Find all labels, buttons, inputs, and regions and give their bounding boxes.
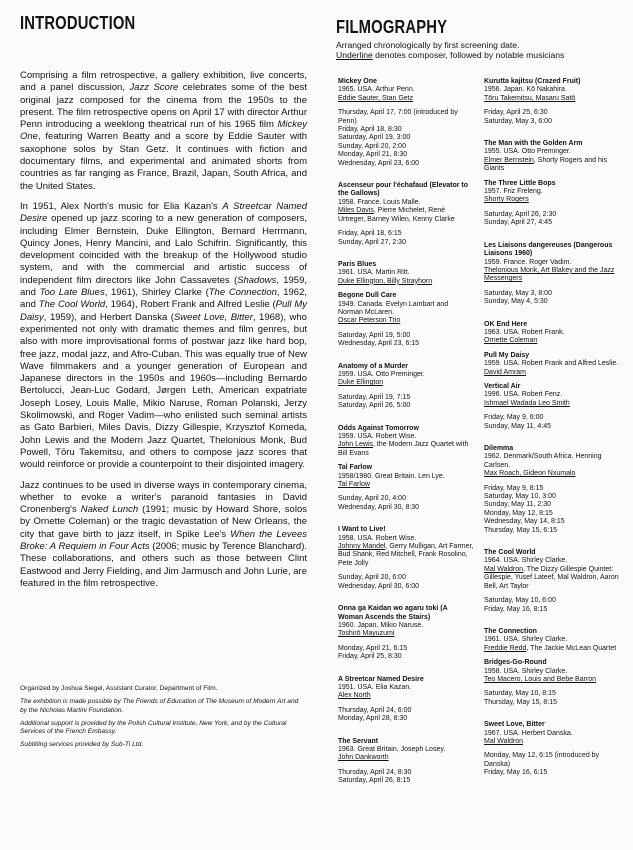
film-title: Anatomy of a Murder — [338, 362, 409, 370]
italic-title: The Connection — [208, 287, 277, 299]
screening-date: Sunday, May 11, 2:30 — [484, 501, 552, 509]
film-entry — [338, 363, 474, 411]
composer-name: Ishmael Wadada Leo Smith — [484, 399, 570, 407]
screening-dates — [338, 394, 474, 411]
screening-date: Monday, April 21, 6:15 — [338, 644, 408, 652]
film-info: 1965. USA. Arthur Penn. — [338, 86, 415, 94]
composer-name: Freddie Redd — [484, 644, 527, 652]
film-entry — [338, 78, 474, 168]
film-info: 1961. USA. Martin Ritt. — [338, 269, 410, 277]
musicians: , The Dizzy Gillespie Quintet: Gillespie, Yusef Lateef, Mal Waldron, Aaron Bell, Art Taylor — [484, 565, 619, 590]
screening-date: Friday, April 25, 6:30 — [484, 109, 548, 117]
film-entry — [484, 242, 620, 307]
screening-date: Friday, May 9, 6:00 — [484, 414, 544, 422]
text-run: , 1961), Shirley Clarke ( — [104, 287, 209, 299]
screening-dates — [484, 109, 620, 126]
film-info: 1957. Friz Freleng. — [484, 188, 543, 196]
composer-name: David Amram — [484, 368, 527, 376]
composer-name: Mal Waldron — [484, 565, 524, 573]
screening-date: Saturday, May 10, 6:00 — [484, 597, 556, 605]
film-info: 1958. USA. Shirley Clarke. — [484, 667, 568, 675]
screening-date: Saturday, April 26, 5:00 — [338, 402, 411, 410]
film-title: Sweet Love, Bitter — [484, 721, 545, 729]
screening-date: Sunday, April 20, 2:00 — [338, 142, 406, 150]
text-run: celebrates some of the best original jazz composed for the cinema from the 1950s to the present. The film retrospective opens on April 17 with director Arthur Penn introducing a weeklong theatrical run of his 1965 film — [20, 82, 308, 131]
film-title: Bridges-Go-Round — [484, 659, 547, 667]
screening-dates — [484, 752, 620, 777]
text-run: (2006; music by Terence Blanchard). These collaborations, and others such as those between Clint Eastwood and Jerry Fielding, and Jim Jarmusch and John Lurie, are featured in the film retrospective. — [20, 540, 308, 589]
film-title: The Servant — [338, 737, 379, 745]
composer-name: Eddie Sauter, Stan Getz — [338, 94, 414, 102]
film-title: Ascenseur pour l'échafaud (Elevator to the Gallows) — [338, 182, 469, 198]
composer-name: Elmer Bernstein — [484, 156, 534, 164]
film-composer — [338, 317, 474, 325]
screening-date: Sunday, April 20, 6:00 — [338, 574, 406, 582]
film-composer — [484, 267, 620, 284]
italic-title: When the Levees Broke: A Requiem in Four Acts — [20, 528, 307, 552]
screening-dates — [338, 574, 474, 591]
film-entry — [484, 383, 620, 431]
text-run: Comprising a film retrospective, a gallery exhibition, live concerts, and a panel discussion, — [20, 70, 307, 94]
film-entry — [338, 261, 474, 286]
composer-name: John Lewis — [338, 441, 374, 449]
screening-date: Saturday, April 26, 2:30 — [484, 210, 557, 218]
film-info: 1996. USA. Robert Fenz. — [484, 391, 563, 399]
film-composer — [338, 630, 474, 638]
film-entry — [338, 526, 474, 591]
film-title: Kurutta kajitsu (Crazed Fruit) — [484, 78, 581, 85]
film-composer — [338, 754, 474, 762]
composer-name: Duke Ellington, Billy Strayhorn — [338, 277, 433, 285]
screening-date: Friday, May 16, 6:15 — [484, 769, 548, 777]
credits-organized: Organized by Joshua Siegel, Assistant Curator, Department of Film. — [20, 685, 218, 692]
film-title: Paris Blues — [338, 260, 377, 268]
screening-date: Wednesday, April 30, 8:30 — [338, 503, 420, 511]
screening-dates — [484, 290, 620, 307]
film-info: 1959. USA. Robert Frank and Alfred Leslie. — [484, 360, 619, 368]
film-title: I Want to Live! — [338, 526, 386, 534]
film-title: The Three Little Bops — [484, 179, 556, 187]
composer-name: Ornette Coleman — [484, 337, 538, 345]
film-entry — [484, 78, 620, 126]
film-info: 1963. Great Britain. Joseph Losey. — [338, 745, 446, 753]
italic-title: Pull My Daisy — [20, 299, 307, 323]
text-run: opened up jazz scoring to a new generation of composers, including Elmer Bernstein, Duke Ellington, Bernard Herrmann, Quincy Jones, Henry Mancini, and Lalo Schifrin. Significantly, this development coincided with the breakup of the Hollywood studio system, and with the commercial and artistic success of independent film directors like John Cassavetes ( — [20, 213, 307, 286]
film-title: Mickey One — [338, 78, 377, 85]
musicians: , The Jackie McLean Quartet — [526, 644, 617, 652]
film-entry — [484, 659, 620, 707]
screening-dates — [338, 332, 474, 349]
screening-date: Monday, April 21, 8:30 — [338, 151, 408, 159]
screening-date: Saturday, April 19, 5:00 — [338, 331, 411, 339]
text-run: , 1959, and — [20, 274, 307, 299]
film-composer — [484, 369, 620, 377]
film-composer — [484, 566, 620, 591]
film-entry — [338, 425, 474, 459]
composer-name: Tōru Takemitsu, Masaru Satō — [484, 94, 576, 102]
composer-name: Teo Macero, Louis and Bebe Barron — [484, 675, 597, 683]
screening-date: Sunday, May 11, 4:45 — [484, 422, 552, 430]
film-composer — [338, 441, 474, 458]
film-composer — [484, 400, 620, 408]
intro-paragraph-3 — [20, 480, 307, 591]
film-composer — [338, 278, 474, 286]
filmography-column-2 — [484, 78, 620, 792]
text-run: In 1951, Alex North's music for Elia Kazan's — [20, 200, 223, 212]
film-info: 1962. Denmark/South Africa. Henning Carlsen. — [484, 453, 602, 469]
film-info: 1956. Japan. Kō Nakahira. — [484, 86, 567, 94]
composer-name: Toshirō Mayuzumi — [338, 630, 395, 638]
text-run: , 1968), who experimented not only with dramatic themes and film genres, but also with more improvisational forms of postwar jazz like hard bop, free jazz, modal jazz, and Afro-Cuban. This was equally true of New Wave filmmakers and a younger generation of European and Japanese directors in the 1950s and 1960s—including Bernardo Bertolucci, Jean-Luc Godard, Jørgen Leth, American expatriate Joseph Losey, Louis Malle, Mikio Naruse, Roman Polanski, Jerzy Skolimowski, and Roger Vadim—who enlisted such seminal artists as Gato Barbieri, Miles Davis, Dizzy Gillespie, Krzysztof Komeda, John Lewis and the Modern Jazz Quartet, Thelonious Monk, Bud Powell, Tōru Takemitsu, and others to compose jazz scores that would reinforce or provide a counterpoint to their disjointed imagery. — [20, 311, 307, 471]
screening-date: Wednesday, May 14, 8:15 — [484, 518, 565, 526]
screening-date: Monday, April 28, 8:30 — [338, 715, 408, 723]
credits — [20, 685, 305, 755]
film-entry — [338, 182, 474, 247]
text-run: (1991; music by Howard Shore, solos by Ornette Coleman) or the tragic devastation of New Orleans, the city that gave birth to jazz itself, in Spike Lee's — [20, 504, 307, 540]
film-composer — [338, 95, 474, 103]
screening-date: Friday, May 16, 8:15 — [484, 605, 548, 613]
italic-title: Sweet Love, Bitter — [173, 311, 253, 323]
introduction-body — [20, 70, 307, 598]
italic-title: Mickey One — [20, 119, 307, 143]
screening-date: Sunday, April 20, 4:00 — [338, 495, 406, 503]
screening-dates — [338, 769, 474, 786]
composer-name: John Dankworth — [338, 754, 389, 762]
screening-date: Thursday, May 15, 8:15 — [484, 698, 558, 706]
screening-date: Thursday, April 17, 7:00 (introduced by Penn) — [338, 109, 458, 125]
italic-title: Jazz Score — [129, 82, 179, 94]
screening-dates — [484, 211, 620, 228]
screening-date: Thursday, April 24, 8:30 — [338, 768, 412, 776]
screening-date: Wednesday, April 30, 6:00 — [338, 582, 420, 590]
film-composer — [338, 481, 474, 489]
film-composer — [484, 337, 620, 345]
screening-date: Sunday, May 4, 5:30 — [484, 298, 548, 306]
film-info: 1958/1980. Great Britain. Len Lye. — [338, 472, 445, 480]
screening-date: Monday, May 12, 6:15 (introduced by Danska) — [484, 752, 600, 768]
composer-name: Max Roach, Gideon Nxumalo — [484, 470, 576, 478]
screening-date: Saturday, April 26, 8:15 — [338, 777, 411, 785]
screening-dates — [338, 109, 474, 168]
film-title: The Cool World — [484, 549, 536, 557]
film-entry — [338, 738, 474, 786]
film-info: 1959. USA. Robert Wise. — [338, 433, 417, 440]
film-title: Vertical Air — [484, 382, 521, 390]
screening-date: Monday, May 12, 8:15 — [484, 509, 553, 517]
italic-title: Too Late Blues — [39, 287, 105, 299]
film-info: 1958. USA. Robert Wise. — [338, 534, 417, 542]
film-entry — [338, 464, 474, 512]
film-composer — [484, 645, 620, 653]
composer-name: Miles Davis — [338, 207, 374, 215]
film-info: 1960. Japan. Mikio Naruse. — [338, 621, 424, 629]
filmography-note-line-2 — [336, 50, 621, 60]
film-info: 1958. France. Louis Malle. — [338, 198, 421, 206]
film-composer — [484, 676, 620, 684]
screening-date: Wednesday, April 23, 6:00 — [338, 159, 420, 167]
italic-title: The Cool World — [38, 299, 106, 311]
film-info: 1959. France. Roger Vadim. — [484, 258, 572, 266]
composer-name: Tal Farlow — [338, 481, 370, 489]
screening-date: Saturday, May 3, 8:00 — [484, 289, 552, 297]
film-composer — [484, 470, 620, 478]
film-title: Les Liaisons dangereuses (Dangerous Liaisons 1960) — [484, 241, 613, 258]
filmography-note — [336, 40, 621, 61]
film-entry — [484, 445, 620, 535]
filmography-heading: FILMOGRAPHY — [336, 16, 448, 37]
screening-dates — [338, 707, 474, 724]
film-entry — [338, 292, 474, 348]
composer-name: Shorty Rogers — [484, 196, 529, 204]
musicians: , Pierre Michelet, René Urtreger, Barney Wilen, Kenny Clarke — [338, 207, 455, 223]
musicians: , Gerry Mulligan, Art Farmer, Bud Shank, Red Mitchell, Frank Rosolino, Pete Jolly — [338, 543, 474, 567]
introduction-heading: INTRODUCTION — [20, 12, 136, 33]
film-info: 1964. USA. Shirley Clarke. — [484, 557, 568, 565]
filmography-column-1 — [338, 78, 474, 800]
film-title: The Connection — [484, 627, 537, 635]
screening-date: Friday, May 9, 8:15 — [484, 484, 544, 492]
intro-paragraph-2 — [20, 201, 307, 472]
film-composer — [484, 95, 620, 103]
musicians: , Shorty Rogers and his Giants — [484, 156, 607, 173]
film-entry — [338, 605, 474, 661]
screening-dates — [338, 495, 474, 512]
film-info: 1955. USA. Otto Preminger. — [484, 148, 571, 156]
film-title: Dilemma — [484, 445, 514, 452]
credits-support-2: Additional support is provided by the Polish Cultural Institute, New York, and by the Cultural Services of the French Embassy. — [20, 719, 287, 736]
screening-date: Friday, April 25, 8:30 — [338, 653, 402, 661]
film-entry — [338, 676, 474, 724]
film-info: 1963. USA. Robert Frank. — [484, 328, 565, 336]
composer-name: Johnny Mandel — [338, 543, 386, 551]
screening-date: Friday, April 18, 6:15 — [338, 230, 402, 238]
film-title: Tal Farlow — [338, 464, 373, 472]
film-title: A Streetcar Named Desire — [338, 675, 424, 683]
composer-name: Oscar Peterson Trio — [338, 317, 401, 325]
film-title: Pull My Daisy — [484, 351, 530, 359]
screening-date: Thursday, April 24, 6:00 — [338, 706, 412, 714]
film-info: 1951. USA. Elia Kazan. — [338, 683, 412, 691]
film-composer — [484, 157, 620, 174]
screening-dates — [484, 414, 620, 431]
film-entry — [484, 321, 620, 346]
text-run: , 1964), Robert Frank and Alfred Leslie ( — [105, 299, 276, 311]
screening-dates — [484, 485, 620, 535]
screening-date: Saturday, May 10, 3:00 — [484, 493, 556, 501]
film-composer — [338, 543, 474, 568]
film-title: The Man with the Golden Arm — [484, 140, 583, 148]
film-entry — [484, 140, 620, 174]
screening-date: Friday, April 18, 8:30 — [338, 126, 402, 134]
screening-date: Sunday, April 27, 4:45 — [484, 219, 552, 227]
film-title: Begone Dull Care — [338, 292, 397, 300]
italic-title: Naked Lunch — [80, 504, 139, 516]
screening-date: Saturday, April 19, 3:00 — [338, 134, 411, 142]
screening-dates — [484, 597, 620, 614]
screening-dates — [484, 690, 620, 707]
film-title: Onna ga Kaidan wo agaru toki (A Woman Ascends the Stairs) — [338, 605, 448, 621]
screening-date: Sunday, April 27, 2:30 — [338, 238, 406, 246]
text-run: , 1962, and — [20, 287, 308, 311]
filmography-note-line-1: Arranged chronologically by first screening date. — [336, 40, 520, 50]
film-entry — [484, 628, 620, 653]
underline-word: Underline — [336, 50, 373, 61]
film-composer — [338, 379, 474, 387]
credits-support-1: The exhibition is made possible by The Friends of Education of The Museum of Modern Art and by the Nicholas Martini Foundation. — [20, 698, 299, 714]
film-composer — [484, 196, 620, 204]
italic-title: A Streetcar Named Desire — [20, 200, 307, 225]
screening-date: Saturday, May 10, 8:15 — [484, 690, 556, 698]
credits-subtitling: Subtitling services provided by Sub-Ti Ltd. — [20, 741, 144, 749]
film-entry — [484, 721, 620, 777]
screening-date: Saturday, April 19, 7:15 — [338, 393, 411, 401]
screening-dates — [338, 230, 474, 247]
text-run: , featuring Warren Beatty and a score by Eddie Sauter with saxophone solos by Stan Getz. It continues with fiction and documentary films, and experimental and animated shorts from countries as far ranging as France, Brazil, Japan, South Africa, and the United States. — [20, 131, 307, 192]
italic-title: Shadows — [237, 274, 277, 286]
film-entry — [484, 352, 620, 377]
composer-name: Mal Waldron — [484, 737, 524, 745]
screening-date: Saturday, May 3, 6:00 — [484, 117, 552, 125]
film-composer — [484, 738, 620, 746]
film-entry — [484, 549, 620, 614]
film-info: 1959. USA. Otto Preminger. — [338, 370, 425, 378]
musicians: , the Modern Jazz Quartet with Bill Evans — [338, 441, 469, 457]
text-run: , 1959), and Herbert Danska ( — [43, 311, 174, 323]
screening-dates — [338, 645, 474, 662]
film-info: 1949. Canada. Evelyn Lambart and Norman McLaren. — [338, 300, 449, 316]
film-composer — [338, 207, 474, 224]
film-title: OK End Here — [484, 320, 528, 328]
screening-date: Wednesday, April 23, 6:15 — [338, 340, 420, 348]
film-info: 1967. USA. Herbert Danska. — [484, 729, 573, 737]
composer-name: Thelonious Monk, Art Blakey and the Jazz Messengers — [484, 266, 615, 283]
text-run: Jazz continues to be used in diverse ways in contemporary cinema, whether to evoke a writer's paranoid fantasies in David Cronenberg's — [20, 479, 307, 516]
composer-name: Alex North — [338, 692, 371, 700]
film-title: Odds Against Tomorrow — [338, 424, 419, 432]
intro-paragraph-1 — [20, 70, 307, 193]
composer-name: Duke Ellington — [338, 379, 384, 387]
film-entry — [484, 180, 620, 228]
underline-explanation: denotes composer, followed by notable musicians — [372, 50, 565, 61]
film-info: 1961. USA. Shirley Clarke. — [484, 636, 568, 644]
film-composer — [338, 692, 474, 700]
screening-date: Thursday, May 15, 6:15 — [484, 526, 558, 534]
